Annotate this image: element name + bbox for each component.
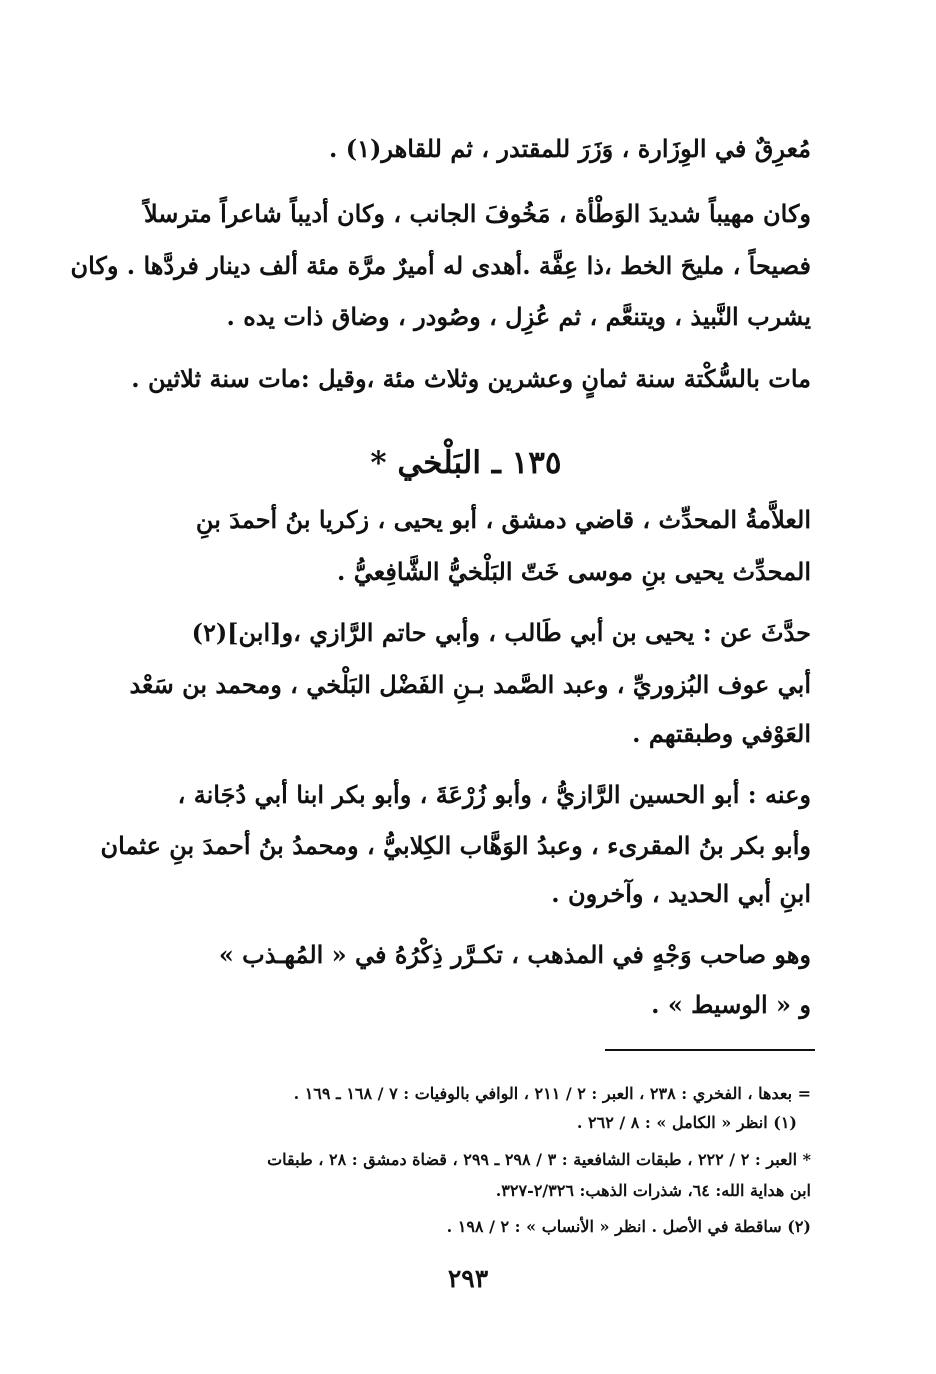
footnote-line: = بعدها ، الفخري : ٢٣٨ ، العبر : ٢ / ٢١١ ، الوافي بالوفيات : ٧ / ١٦٨ ـ ١٦٩ .: [293, 1084, 811, 1103]
footnote-line: ابن هداية الله: ٦٤، شذرات الذهب: ٢/٣٢٦-٣٢٧.: [495, 1181, 811, 1200]
text-line: حدَّثَ عن : يحيى بن أبي طَالب ، وأبي حاتم الرَّازي ،و[ابن](٢): [191, 618, 811, 647]
page-number: ٢٩٣: [447, 1264, 489, 1293]
footnote-line: (٢) ساقطة في الأصل . انظر « الأنساب » : ٢ / ١٩٨ .: [446, 1217, 811, 1236]
text-line: وأبو بكر بنُ المقرىء ، وعبدُ الوَهَّاب الكِلابيُّ ، ومحمدُ بنُ أحمدَ بنِ عثمان: [100, 831, 811, 860]
entry-heading: ١٣٥ ـ البَلْخي *: [370, 445, 562, 481]
text-line: وهو صاحب وَجْهٍ في المذهب ، تكـرَّر ذِكْرُهُ في « المُهـذب »: [218, 940, 811, 969]
text-line: مات بالسُّكْتة سنة ثمانٍ وعشرين وثلاث مئة ،وقيل :مات سنة ثلاثين .: [131, 364, 811, 393]
text-line: العَوْفي وطبقتهم .: [632, 719, 811, 748]
text-line: يشرب النَّبيذ ، ويتنعَّم ، ثم عُزِل ، وصُودر ، وضاق ذات يده .: [226, 302, 811, 331]
text-line: المحدِّث يحيى بنِ موسى خَتّ البَلْخيُّ الشَّافِعيُّ .: [337, 557, 811, 586]
footnote-divider: [605, 1049, 815, 1051]
text-line: و « الوسيط » .: [651, 990, 811, 1019]
footnote-line: * العبر : ٢ / ٢٢٢ ، طبقات الشافعية : ٣ / ٢٩٨ ـ ٢٩٩ ، قضاة دمشق : ٢٨ ، طبقات: [267, 1150, 811, 1169]
text-line: ابنِ أبي الحديد ، وآخرون .: [551, 879, 811, 908]
text-line: وعنه : أبو الحسين الرَّازيُّ ، وأبو زُرْعَةَ ، وأبو بكر ابنا أبي دُجَانة ،: [177, 780, 811, 809]
text-line: وكان مهيباً شديدَ الوَطْأة ، مَخُوفَ الجانب ، وكان أديباً شاعراً مترسلاً: [143, 199, 811, 228]
text-line: أبي عوف البُزوريِّ ، وعبد الصَّمد بـنِ الفَضْل البَلْخي ، ومحمد بن سَعْد: [129, 670, 811, 699]
footnote-line: (١) انظر « الكامل » : ٨ / ٢٦٢ .: [576, 1113, 797, 1132]
text-line: العلاَّمةُ المحدِّث ، قاضي دمشق ، أبو يحيى ، زكريا بنُ أحمدَ بنِ: [195, 505, 811, 534]
text-line: فصيحاً ، مليحَ الخط ،ذا عِفَّة .أهدى له أميرٌ مرَّة مئة ألف دينار فردَّها . وكان: [70, 251, 811, 280]
text-line: مُعرِقٌ في الوِزَارة ، وَزَرَ للمقتدر ، ثم للقاهر(١) .: [329, 134, 811, 163]
